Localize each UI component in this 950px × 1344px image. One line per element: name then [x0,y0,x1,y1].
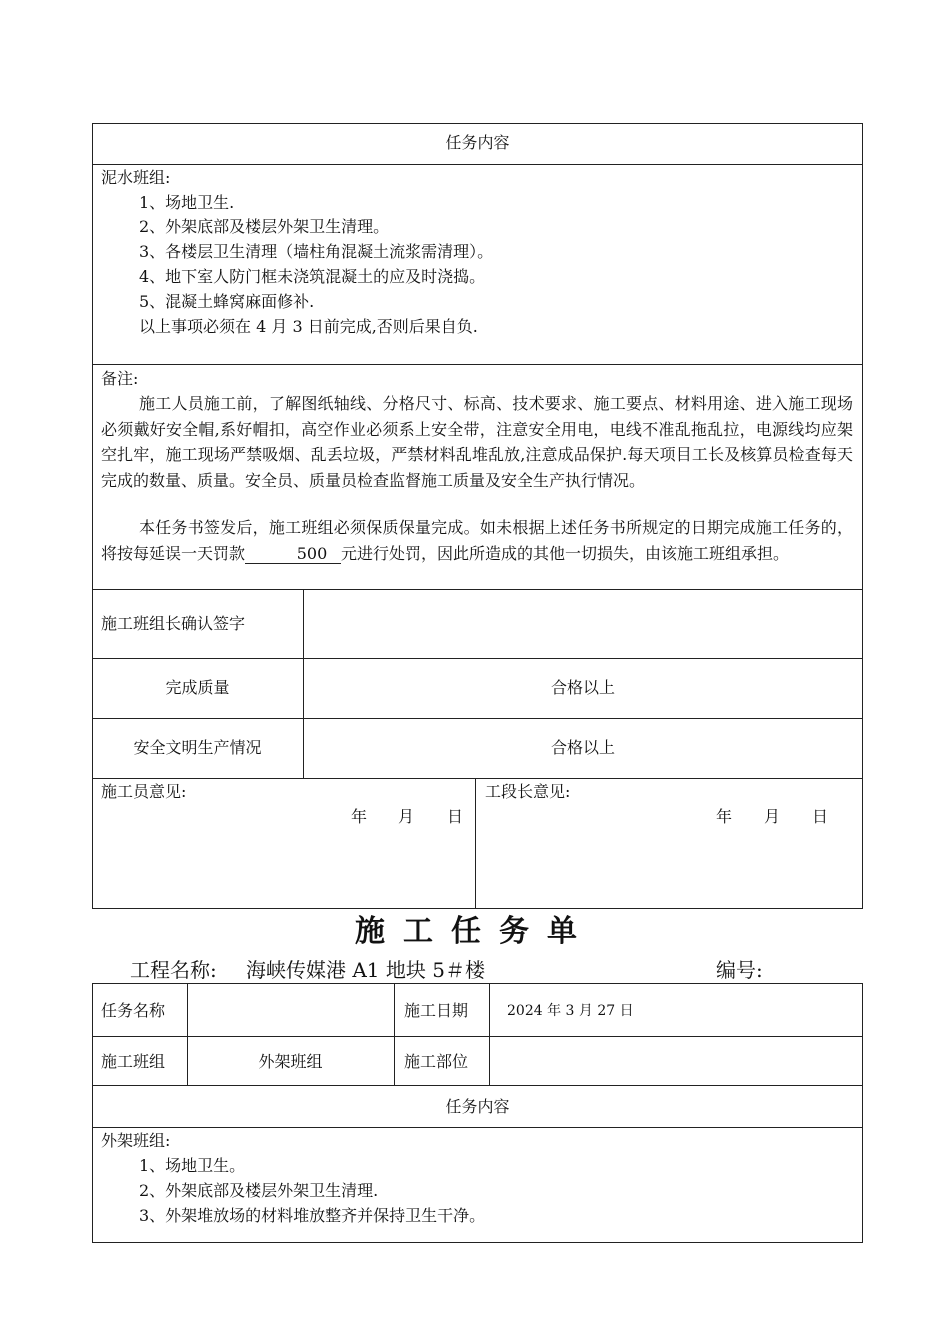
divider [92,718,863,719]
foreman-opinion-label: 工段长意见: [485,782,571,801]
date-year: 年 [351,807,368,826]
quality-value: 合格以上 [550,678,615,697]
content-team-label: 外架班组: [101,1131,171,1150]
safety-label: 安全文明生产情况 [133,738,262,757]
divider [489,983,490,1085]
task-item: 5、混凝土蜂窝麻面修补. [139,292,315,311]
page-title: 施工任务单 [355,914,595,949]
location-label: 施工部位 [404,1052,469,1071]
divider [92,778,863,779]
date-month: 月 [764,807,781,826]
date-label: 施工日期 [404,1001,469,1020]
task-item: 2、外架底部及楼层外架卫生清理. [139,1181,379,1200]
team-value: 外架班组 [258,1052,323,1071]
task-item: 1、场地卫生. [139,193,235,212]
project-label: 工程名称: [130,958,217,982]
divider [92,658,863,659]
penalty-amount: 500 [245,545,341,564]
divider [92,1127,863,1128]
task-item: 3、各楼层卫生清理（墙柱角混凝土流浆需清理）。 [139,242,494,261]
remarks-paragraph-1 [101,391,853,493]
number-label: 编号: [716,958,763,982]
date-day: 日 [447,807,464,826]
divider [92,164,863,165]
safety-value: 合格以上 [550,738,615,757]
leader-sign-label: 施工班组长确认签字 [101,614,246,633]
task-name-label: 任务名称 [101,1001,166,1020]
remarks-label: 备注: [101,369,139,388]
remarks-text: 施工人员施工前，了解图纸轴线、分格尺寸、标高、技术要求、施工要点、材料用途、进入施工现场必须戴好安全帽,系好帽扣，高空作业必须系上安全带，注意安全用电，电线不准乱拖乱拉，电源线均应架空扎牢，施工现场严禁吸烟、乱丢垃圾，严禁材料乱堆乱放,注意成品保护.每天项目工长及核算员检查每天完成的数量、质量。安全员、质量员检查监督施工质量及安全生产执行情况。 [101,394,853,490]
divider [475,778,476,909]
remarks-text: 元进行处罚，因此所造成的其他一切损失，由该施工班组承担。 [341,543,790,563]
divider [394,983,395,1085]
worker-opinion-label: 施工员意见: [101,782,187,801]
divider [92,364,863,365]
task-item: 2、外架底部及楼层外架卫生清理。 [139,217,390,236]
project-name: 海峡传媒港 A1 地块 5＃楼 [246,958,485,982]
date-day: 日 [812,807,829,826]
team-label: 泥水班组: [101,168,171,187]
deadline-note: 以上事项必须在 4 月 3 日前完成,否则后果自负. [139,317,478,336]
section-header-task-content: 任务内容 [445,133,510,152]
date-year: 年 [716,807,733,826]
quality-label: 完成质量 [165,678,230,697]
remarks-paragraph-2 [101,515,853,566]
divider [92,1036,863,1037]
date-value: 2024 年 3 月 27 日 [507,1003,634,1019]
team-label: 施工班组 [101,1052,166,1071]
remarks-text: 本任务书签发后，施工班组必须保质保量完成。如未根据上述任务书所规定的日期完成施工任务的，将按每延误一天罚款 [101,518,853,563]
task-item: 1、场地卫生。 [139,1156,246,1175]
date-month: 月 [398,807,415,826]
divider [92,589,863,590]
task-item: 3、外架堆放场的材料堆放整齐并保持卫生干净。 [139,1206,486,1225]
section-header-task-content: 任务内容 [445,1097,510,1116]
divider [92,1085,863,1086]
task-item: 4、地下室人防门框未浇筑混凝土的应及时浇捣。 [139,267,486,286]
